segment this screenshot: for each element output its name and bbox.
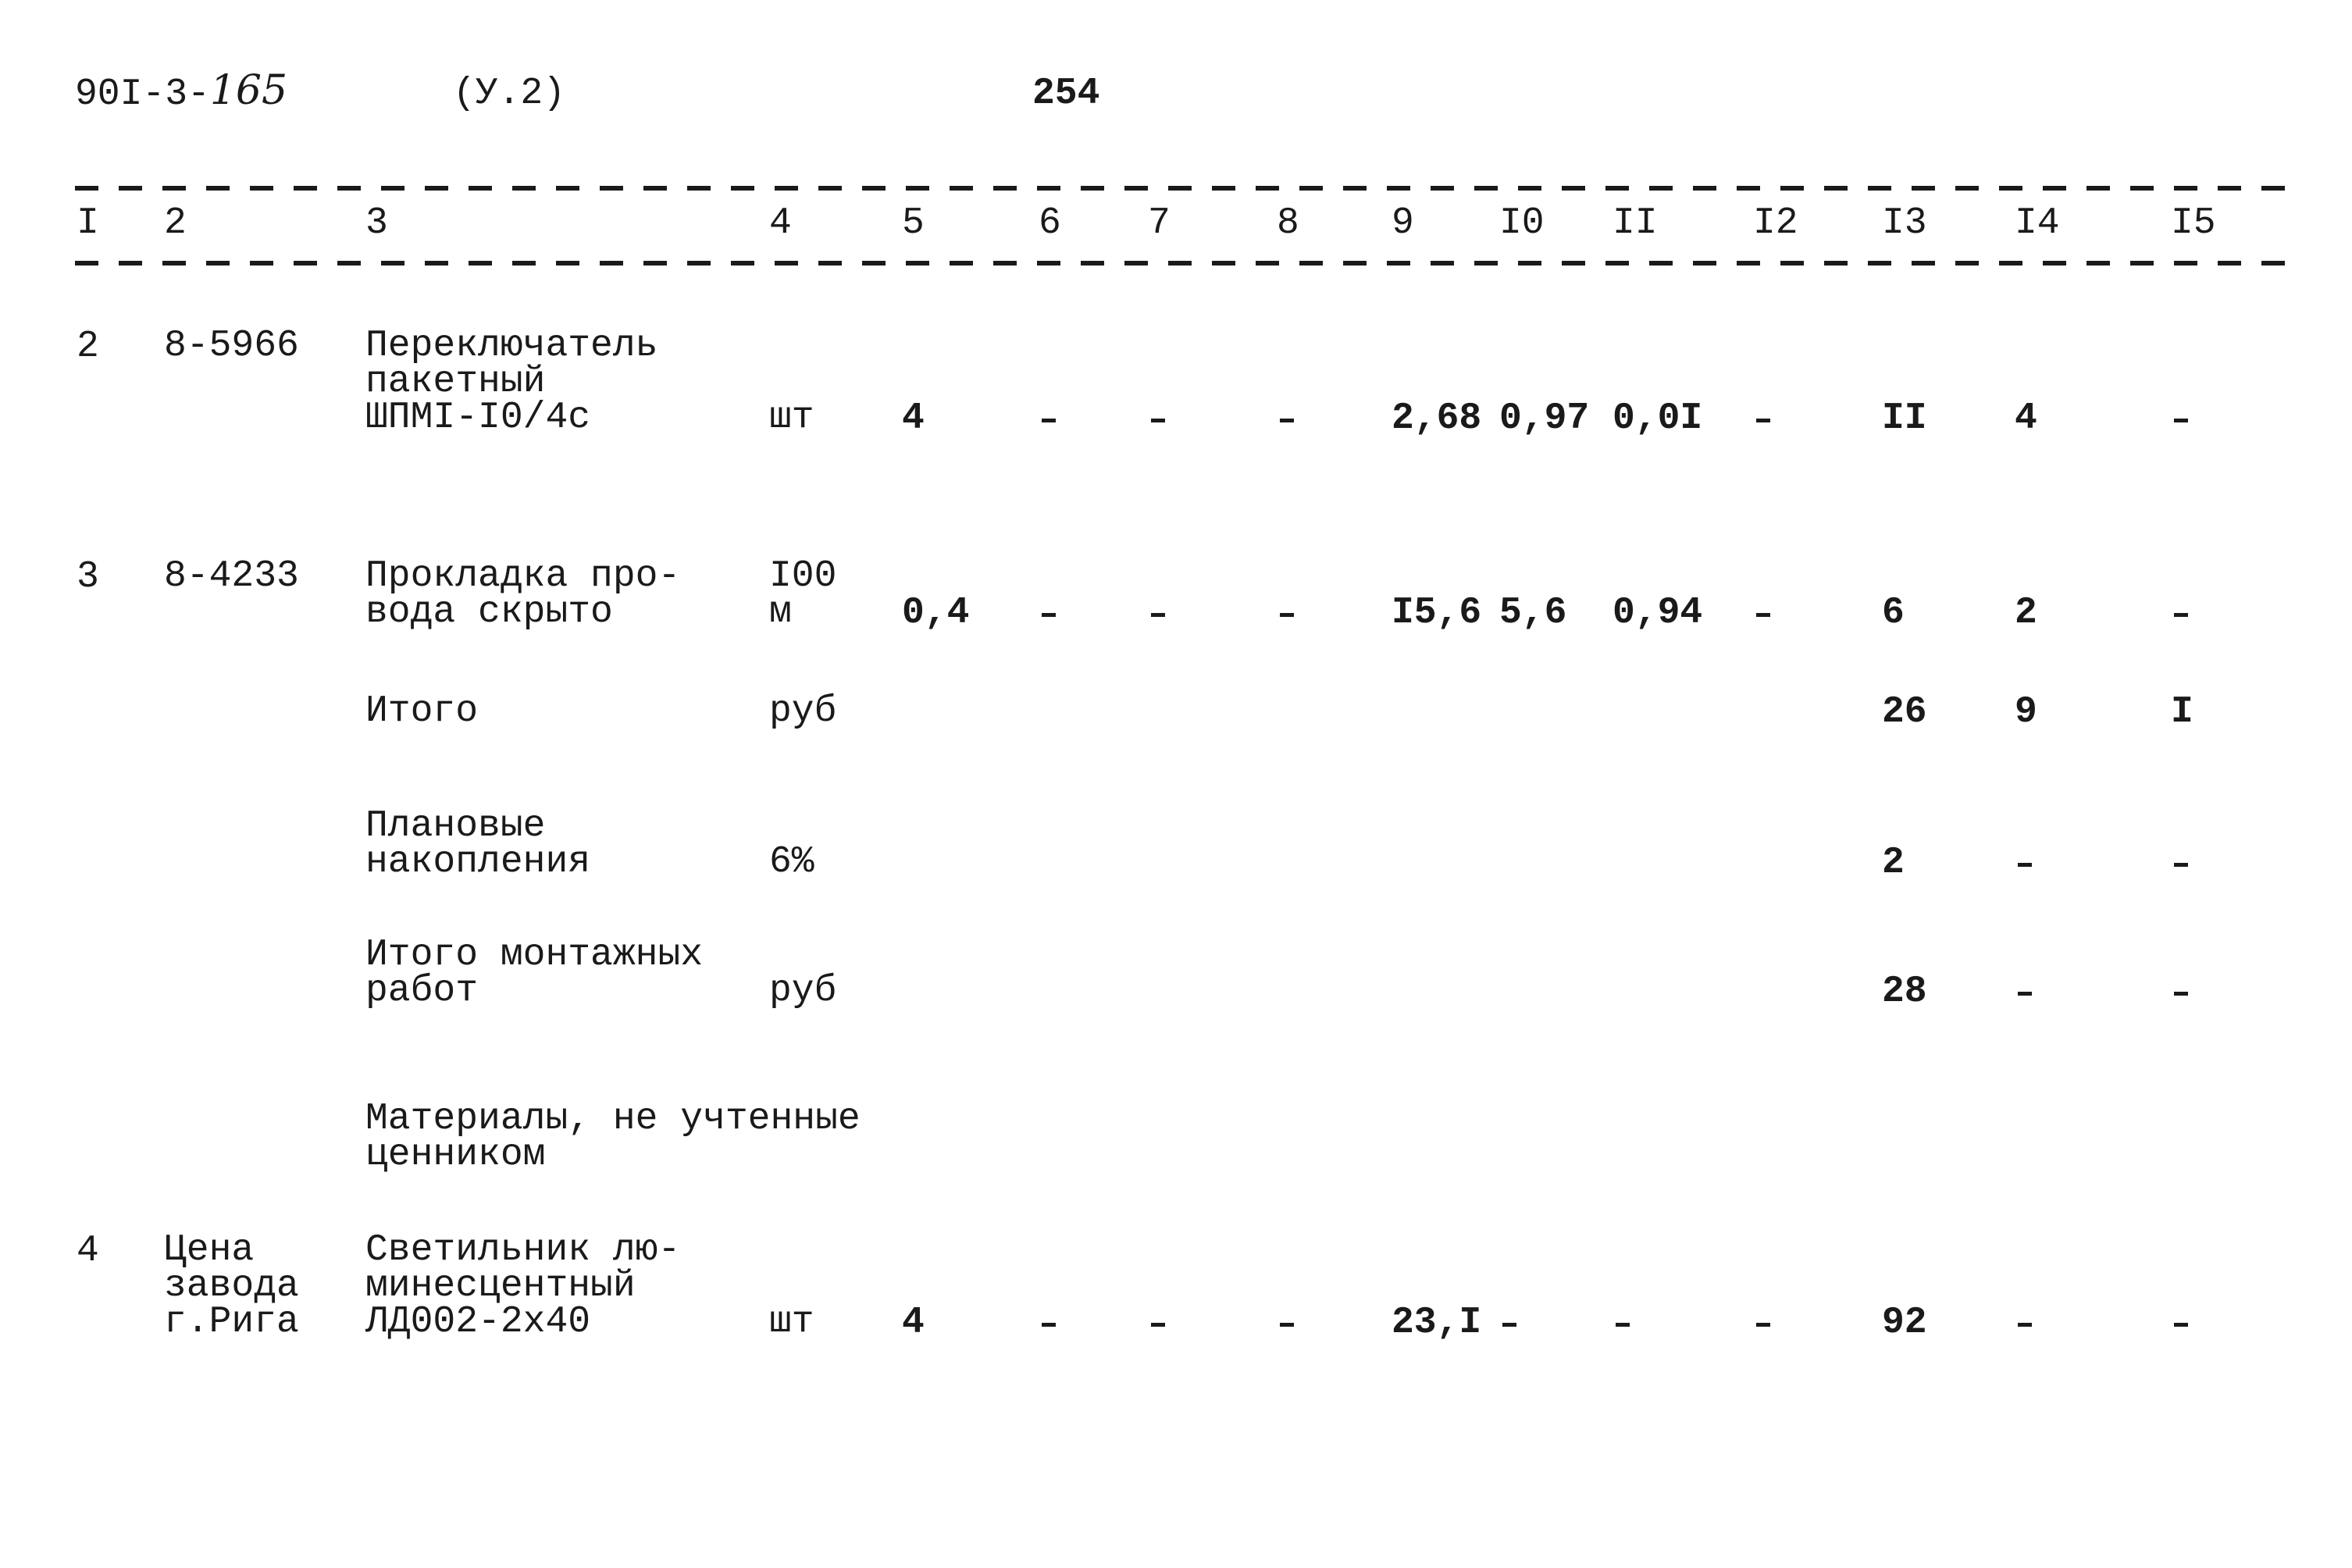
row-code-line: Цена (164, 1229, 255, 1271)
row-name-line: Итого (365, 690, 479, 732)
header-top-rule (75, 186, 2290, 191)
row-name-line: вода скрыто (365, 591, 613, 633)
row-cell-10: 5,6 (1499, 592, 1567, 634)
row-cell-12-dash (1756, 419, 1770, 422)
row-cell-15-dash (2174, 863, 2188, 867)
row-name-line: Прокладка про- (365, 555, 681, 597)
row-unit-line: шт (769, 397, 814, 439)
row-cell-6-dash (1042, 613, 1056, 617)
row-code-line: завода (164, 1265, 299, 1307)
column-header-13: I3 (1882, 202, 1927, 244)
row-name-line: пакетный (365, 361, 546, 403)
row-cell-13: 2 (1882, 842, 1905, 884)
row-unit-line: м (769, 591, 792, 633)
row-cell-6-dash (1042, 419, 1056, 422)
row-cell-5: 0,4 (902, 592, 970, 634)
row-name-line: Материалы, не учтенные (365, 1098, 861, 1140)
row-cell-10-dash (1502, 1323, 1516, 1327)
row-name-line: ЛД002-2х40 (365, 1301, 591, 1343)
row-cell-10: 0,97 (1499, 397, 1590, 440)
row-cell-14: 4 (2015, 397, 2037, 440)
column-header-6: 6 (1039, 202, 1061, 244)
column-header-12: I2 (1753, 202, 1798, 244)
row-cell-5: 4 (902, 1302, 925, 1344)
row-cell-13: 28 (1882, 971, 1927, 1013)
document-code (75, 67, 288, 116)
row-code-line: 8-5966 (164, 325, 299, 367)
row-cell-14-dash (2018, 992, 2032, 996)
row-cell-8-dash (1280, 613, 1294, 617)
row-cell-15-dash (2174, 419, 2188, 422)
document-code-handwritten: 165 (209, 67, 288, 114)
row-name-line: Переключатель (365, 325, 658, 367)
row-name-line: ШПМI-I0/4с (365, 397, 591, 439)
row-name-line: накопления (365, 841, 591, 883)
row-cell-11-dash (1616, 1323, 1630, 1327)
row-name-line: работ (365, 970, 479, 1012)
row-cell-15: I (2171, 691, 2193, 733)
row-number: 3 (77, 556, 99, 598)
column-header-5: 5 (902, 202, 925, 244)
volume-label: (У.2) (453, 73, 566, 115)
row-code-line: 8-4233 (164, 555, 299, 597)
row-unit-line: 6% (769, 841, 814, 883)
row-cell-13: 26 (1882, 691, 1927, 733)
row-cell-7-dash (1151, 1323, 1165, 1327)
row-unit-line: руб (769, 970, 837, 1012)
column-header-3: 3 (365, 202, 388, 244)
row-cell-5: 4 (902, 397, 925, 440)
column-header-10: I0 (1499, 202, 1545, 244)
row-cell-11: 0,0I (1613, 397, 1703, 440)
column-header-4: 4 (769, 202, 792, 244)
column-header-8: 8 (1277, 202, 1299, 244)
column-header-7: 7 (1148, 202, 1171, 244)
row-unit-line: шт (769, 1301, 814, 1343)
column-header-9: 9 (1392, 202, 1414, 244)
column-header-2: 2 (164, 202, 187, 244)
row-cell-14-dash (2018, 863, 2032, 867)
row-cell-8-dash (1280, 419, 1294, 422)
row-cell-7-dash (1151, 419, 1165, 422)
row-cell-11: 0,94 (1613, 592, 1703, 634)
row-cell-6-dash (1042, 1323, 1056, 1327)
row-cell-13: 6 (1882, 592, 1905, 634)
header-bottom-rule (75, 261, 2290, 265)
row-unit-line: руб (769, 690, 837, 732)
row-cell-7-dash (1151, 613, 1165, 617)
row-cell-14: 2 (2015, 592, 2037, 634)
row-cell-14: 9 (2015, 691, 2037, 733)
row-cell-15-dash (2174, 1323, 2188, 1327)
row-unit-line: I00 (769, 555, 837, 597)
row-number: 4 (77, 1230, 99, 1272)
row-code-line: г.Рига (164, 1301, 299, 1343)
page-number: 254 (1032, 73, 1100, 115)
row-cell-12-dash (1756, 613, 1770, 617)
row-cell-9: 2,68 (1392, 397, 1482, 440)
row-cell-13: II (1882, 397, 1927, 440)
row-cell-14-dash (2018, 1323, 2032, 1327)
column-header-15: I5 (2171, 202, 2216, 244)
row-cell-15-dash (2174, 613, 2188, 617)
row-name-line: ценником (365, 1134, 546, 1176)
column-header-14: I4 (2015, 202, 2060, 244)
row-cell-9: 23,I (1392, 1302, 1482, 1344)
row-name-line: Итого монтажных (365, 934, 704, 976)
row-cell-8-dash (1280, 1323, 1294, 1327)
row-cell-12-dash (1756, 1323, 1770, 1327)
row-name-line: Плановые (365, 805, 546, 847)
row-cell-9: I5,6 (1392, 592, 1482, 634)
row-cell-15-dash (2174, 992, 2188, 996)
column-header-1: I (77, 202, 99, 244)
row-name-line: минесцентный (365, 1265, 636, 1307)
column-header-11: II (1613, 202, 1658, 244)
row-name-line: Светильник лю- (365, 1229, 681, 1271)
row-cell-13: 92 (1882, 1302, 1927, 1344)
document-code-prefix: 90I-3- (75, 73, 210, 116)
row-number: 2 (77, 326, 99, 368)
